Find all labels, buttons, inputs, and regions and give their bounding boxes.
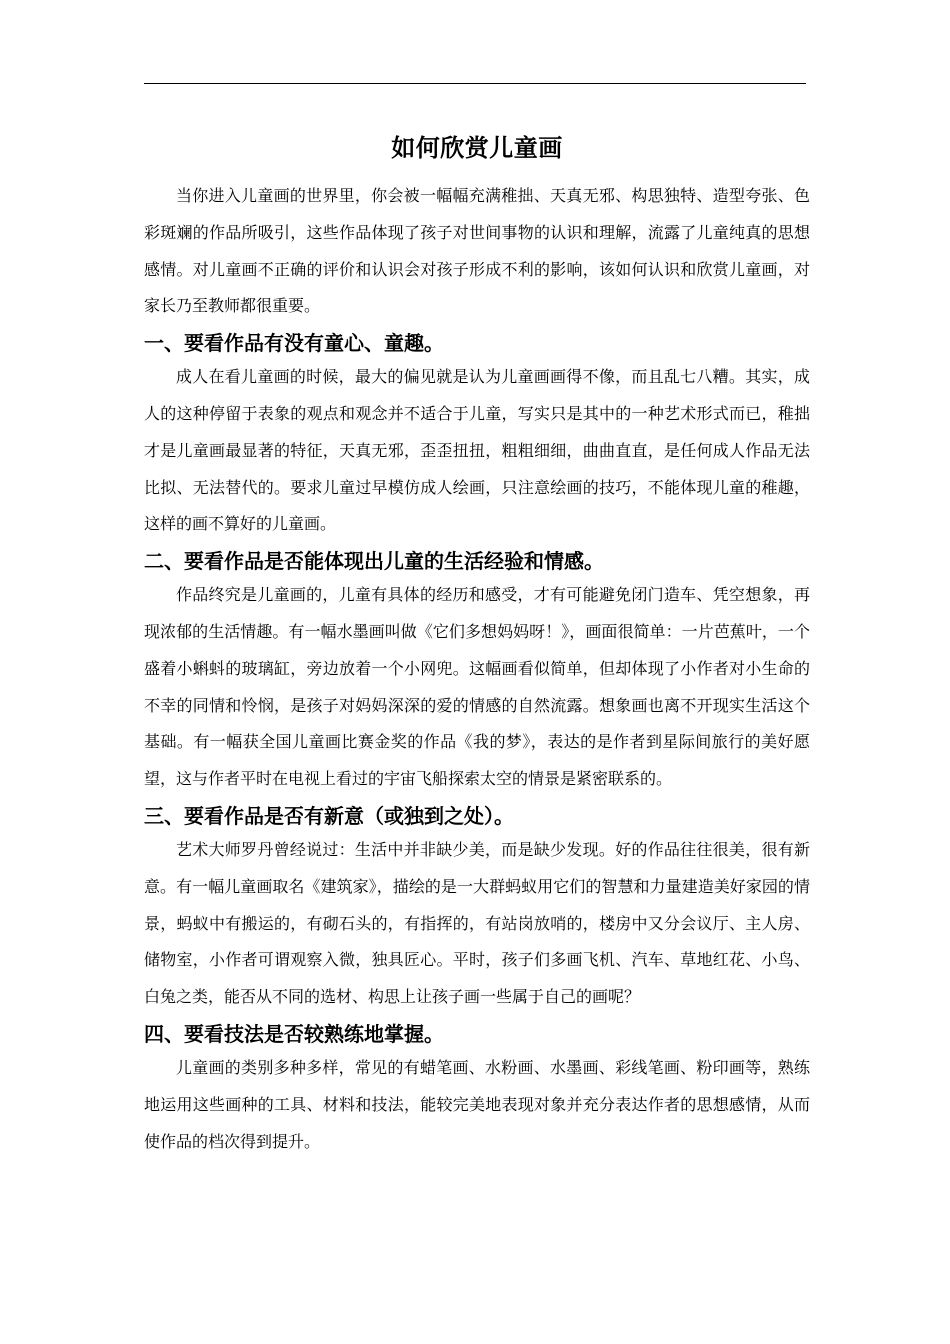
section-heading-1: 一、要看作品有没有童心、童趣。: [144, 331, 444, 356]
document-title: 如何欣赏儿童画: [391, 133, 563, 162]
section-heading-4: 四、要看技法是否较熟练地掌握。: [144, 1021, 444, 1046]
section-heading-3: 三、要看作品是否有新意（或独到之处）。: [144, 803, 514, 828]
section-body-1: 成人在看儿童画的时候，最大的偏见就是认为儿童画画得不像，而且乱七八糟。其实，成人的这种停留于表象的观点和观念并不适合于儿童，写实只是其中的一种艺术形式而已，稚拙才是儿童画最显著的特征，天真无邪，歪歪扭扭，粗粗细细，曲曲直直，是任何成人作品无法比拟、无法替代的。要求儿童过早模仿成人绘画，只注意绘画的技巧，不能体现儿童的稚趣，这样的画不算好的儿童画。: [144, 367, 810, 534]
document-content: [144, 128, 810, 1160]
section-body-4: 儿童画的类别多种多样，常见的有蜡笔画、水粉画、水墨画、彩线笔画、粉印画等，熟练地运用这些画种的工具、材料和技法，能较完美地表现对象并充分表达作者的思想感情，从而使作品的档次得到提升。: [144, 1057, 810, 1151]
intro-paragraph: 当你进入儿童画的世界里，你会被一幅幅充满稚拙、天真无邪、构思独特、造型夸张、色彩斑斓的作品所吸引，这些作品体现了孩子对世间事物的认识和理解，流露了儿童纯真的思想感情。对儿童画不正确的评价和认识会对孩子形成不利的影响，该如何认识和欣赏儿童画，对家长乃至教师都很重要。: [144, 186, 810, 316]
header-rule: [144, 83, 806, 84]
section-heading-2: 二、要看作品是否能体现出儿童的生活经验和情感。: [144, 549, 604, 574]
section-body-2: 作品终究是儿童画的，儿童有具体的经历和感受，才有可能避免闭门造车、凭空想象，再现浓郁的生活情趣。有一幅水墨画叫做《它们多想妈妈呀！》，画面很简单：一片芭蕉叶，一个盛着小蝌蚪的玻璃缸，旁边放着一个小网兜。这幅画看似简单，但却体现了小作者对小生命的不幸的同情和怜悯，是孩子对妈妈深深的爱的情感的自然流露。想象画也离不开现实生活这个基础。有一幅获全国儿童画比赛金奖的作品《我的梦》，表达的是作者到星际间旅行的美好愿望，这与作者平时在电视上看过的宇宙飞船探索太空的情景是紧密联系的。: [144, 585, 810, 789]
section-body-3: 艺术大师罗丹曾经说过：生活中并非缺少美，而是缺少发现。好的作品往往很美，很有新意。有一幅儿童画取名《建筑家》，描绘的是一大群蚂蚁用它们的智慧和力量建造美好家园的情景，蚂蚁中有搬运的，有砌石头的，有指挥的，有站岗放哨的，楼房中又分会议厅、主人房、储物室，小作者可谓观察入微，独具匠心。平时，孩子们多画飞机、汽车、草地红花、小鸟、白兔之类，能否从不同的选材、构思上让孩子画一些属于自己的画呢？: [144, 839, 810, 1007]
